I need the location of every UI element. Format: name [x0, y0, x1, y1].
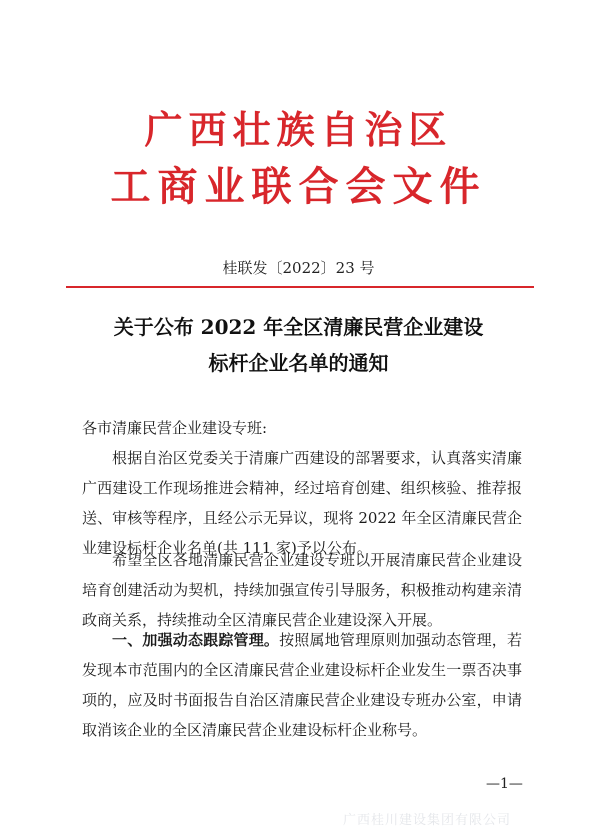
- notice-title-line2: 标杆企业名单的通知: [208, 351, 389, 375]
- section-heading: 一、加强动态跟踪管理。: [112, 631, 280, 649]
- issuer-title-line1: 广西壮族自治区: [144, 108, 453, 152]
- notice-title-line1: 关于公布 2022 年全区清廉民营企业建设: [113, 315, 484, 339]
- salutation: 各市清廉民营企业建设专班:: [82, 419, 268, 437]
- issuer-title-line2: 工商业联合会文件: [110, 164, 487, 210]
- document-number: 桂联发〔2022〕23 号: [222, 259, 375, 277]
- paragraph-3: [82, 625, 522, 745]
- watermark-text: 广西桂川建设集团有限公司: [343, 813, 512, 828]
- page-number: —1—: [486, 776, 523, 792]
- section-text: 按照属地管理原则加强动态管理，若发现本市范围内的全区清廉民营企业建设标杆企业发生一票否决事项的，应及时书面报告自治区清廉民营企业建设专班办公室，申请取消该企业的全区清廉民营企业建设标杆企业称号。: [82, 631, 522, 739]
- paragraph-1: 根据自治区党委关于清廉广西建设的部署要求，认真落实清廉广西建设工作现场推进会精神，经过培育创建、组织核验、推荐报送、审核等程序，且经公示无异议，现将 2022 年全区清廉民营企业建设标杆企业名单(共 111 家)予以公布。: [82, 449, 522, 557]
- paragraph-2: 希望全区各地清廉民营企业建设专班以开展清廉民营企业建设培育创建活动为契机，持续加强宣传引导服务，积极推动构建亲清政商关系，持续推动全区清廉民营企业建设深入开展。: [82, 551, 522, 629]
- red-divider-line: [66, 286, 534, 288]
